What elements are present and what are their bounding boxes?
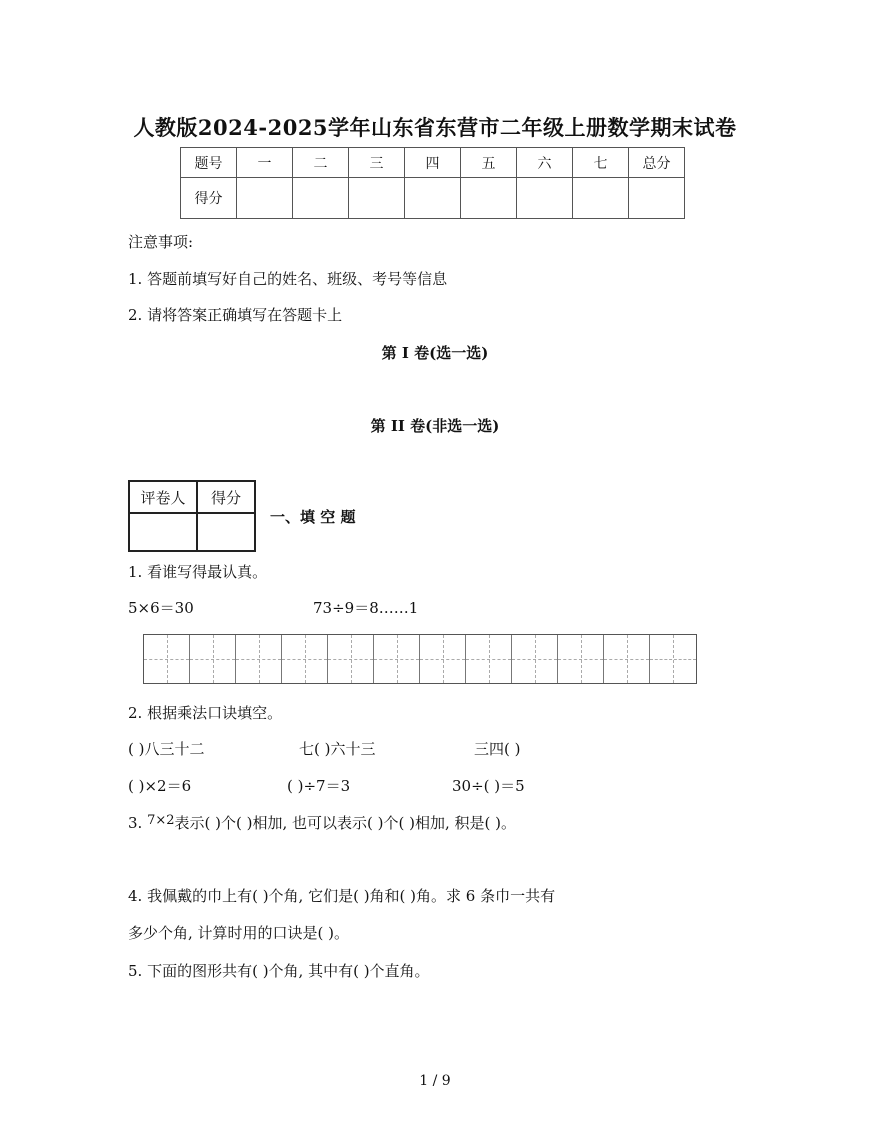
score-header-cell: 一	[237, 148, 293, 178]
score-input-cell[interactable]	[629, 178, 685, 219]
grader-score-label: 得分	[197, 481, 255, 513]
question-3	[128, 812, 516, 833]
question-4-line1: 4. 我佩戴的巾上有( )个角, 它们是( )角和( )角。求 6 条巾一共有	[128, 887, 556, 905]
writing-grid-cell[interactable]	[374, 635, 420, 683]
score-header-cell: 题号	[181, 148, 237, 178]
question-3-number: 3.	[128, 814, 143, 832]
section-heading-1: 第 I 卷(选一选)	[381, 344, 489, 362]
page-number: 1 / 9	[419, 1073, 451, 1089]
writing-grid-cell[interactable]	[512, 635, 558, 683]
score-header-cell: 五	[461, 148, 517, 178]
question-4-line2: 多少个角, 计算时用的口诀是( )。	[128, 924, 350, 942]
score-table	[180, 147, 685, 219]
score-header-cell: 总分	[629, 148, 685, 178]
note-item-2: 2. 请将答案正确填写在答题卡上	[128, 306, 343, 324]
writing-grid-cell[interactable]	[282, 635, 328, 683]
question-5-text: 5. 下面的图形共有( )个角, 其中有( )个直角。	[128, 962, 430, 980]
question-3-text: 表示( )个( )相加, 也可以表示( )个( )相加, 积是( )。	[174, 814, 516, 832]
part-title: 一、填 空 题	[270, 508, 356, 526]
writing-grid	[143, 634, 697, 684]
section-heading-2: 第 II 卷(非选一选)	[370, 417, 500, 435]
question-2-line2-item2: ( )÷7＝3	[287, 777, 351, 795]
writing-grid-cell[interactable]	[650, 635, 696, 683]
score-input-cell[interactable]	[461, 178, 517, 219]
score-table-score-row	[181, 178, 685, 219]
document-title: 人教版2024-2025学年山东省东营市二年级上册数学期末试卷	[133, 115, 737, 140]
grader-reviewer-label: 评卷人	[129, 481, 197, 513]
score-input-cell[interactable]	[293, 178, 349, 219]
question-1-text: 1. 看谁写得最认真。	[128, 563, 268, 581]
question-1-equation-2: 73÷9＝8……1	[313, 599, 419, 617]
question-2-line2-item1: ( )×2＝6	[128, 777, 192, 795]
score-table-header-row	[181, 148, 685, 178]
writing-grid-cell[interactable]	[144, 635, 190, 683]
score-header-cell: 四	[405, 148, 461, 178]
note-item-1: 1. 答题前填写好自己的姓名、班级、考号等信息	[128, 270, 448, 288]
score-input-cell[interactable]	[573, 178, 629, 219]
score-header-cell: 六	[517, 148, 573, 178]
writing-grid-cell[interactable]	[236, 635, 282, 683]
writing-grid-cell[interactable]	[190, 635, 236, 683]
writing-grid-cell[interactable]	[328, 635, 374, 683]
writing-grid-cell[interactable]	[420, 635, 466, 683]
score-input-cell[interactable]	[517, 178, 573, 219]
writing-grid-cell[interactable]	[604, 635, 650, 683]
question-2-line1-item2: 七( )六十三	[299, 740, 376, 758]
question-2-line2-item3: 30÷( )＝5	[452, 777, 525, 795]
grader-table	[128, 480, 256, 552]
question-2-line1-item1: ( )八三十二	[128, 740, 205, 758]
question-2-line1-item3: 三四( )	[474, 740, 521, 758]
grader-score-box[interactable]	[197, 513, 255, 551]
writing-grid-cell[interactable]	[466, 635, 512, 683]
question-1-equation-1: 5×6＝30	[128, 599, 194, 617]
grader-reviewer-box[interactable]	[129, 513, 197, 551]
score-row-label: 得分	[181, 178, 237, 219]
score-header-cell: 七	[573, 148, 629, 178]
score-input-cell[interactable]	[349, 178, 405, 219]
score-header-cell: 三	[349, 148, 405, 178]
score-header-cell: 二	[293, 148, 349, 178]
question-2-text: 2. 根据乘法口诀填空。	[128, 704, 283, 722]
question-3-expression: 7×2	[147, 813, 175, 828]
writing-grid-cell[interactable]	[558, 635, 604, 683]
score-input-cell[interactable]	[405, 178, 461, 219]
score-input-cell[interactable]	[237, 178, 293, 219]
notes-heading: 注意事项:	[128, 233, 194, 251]
